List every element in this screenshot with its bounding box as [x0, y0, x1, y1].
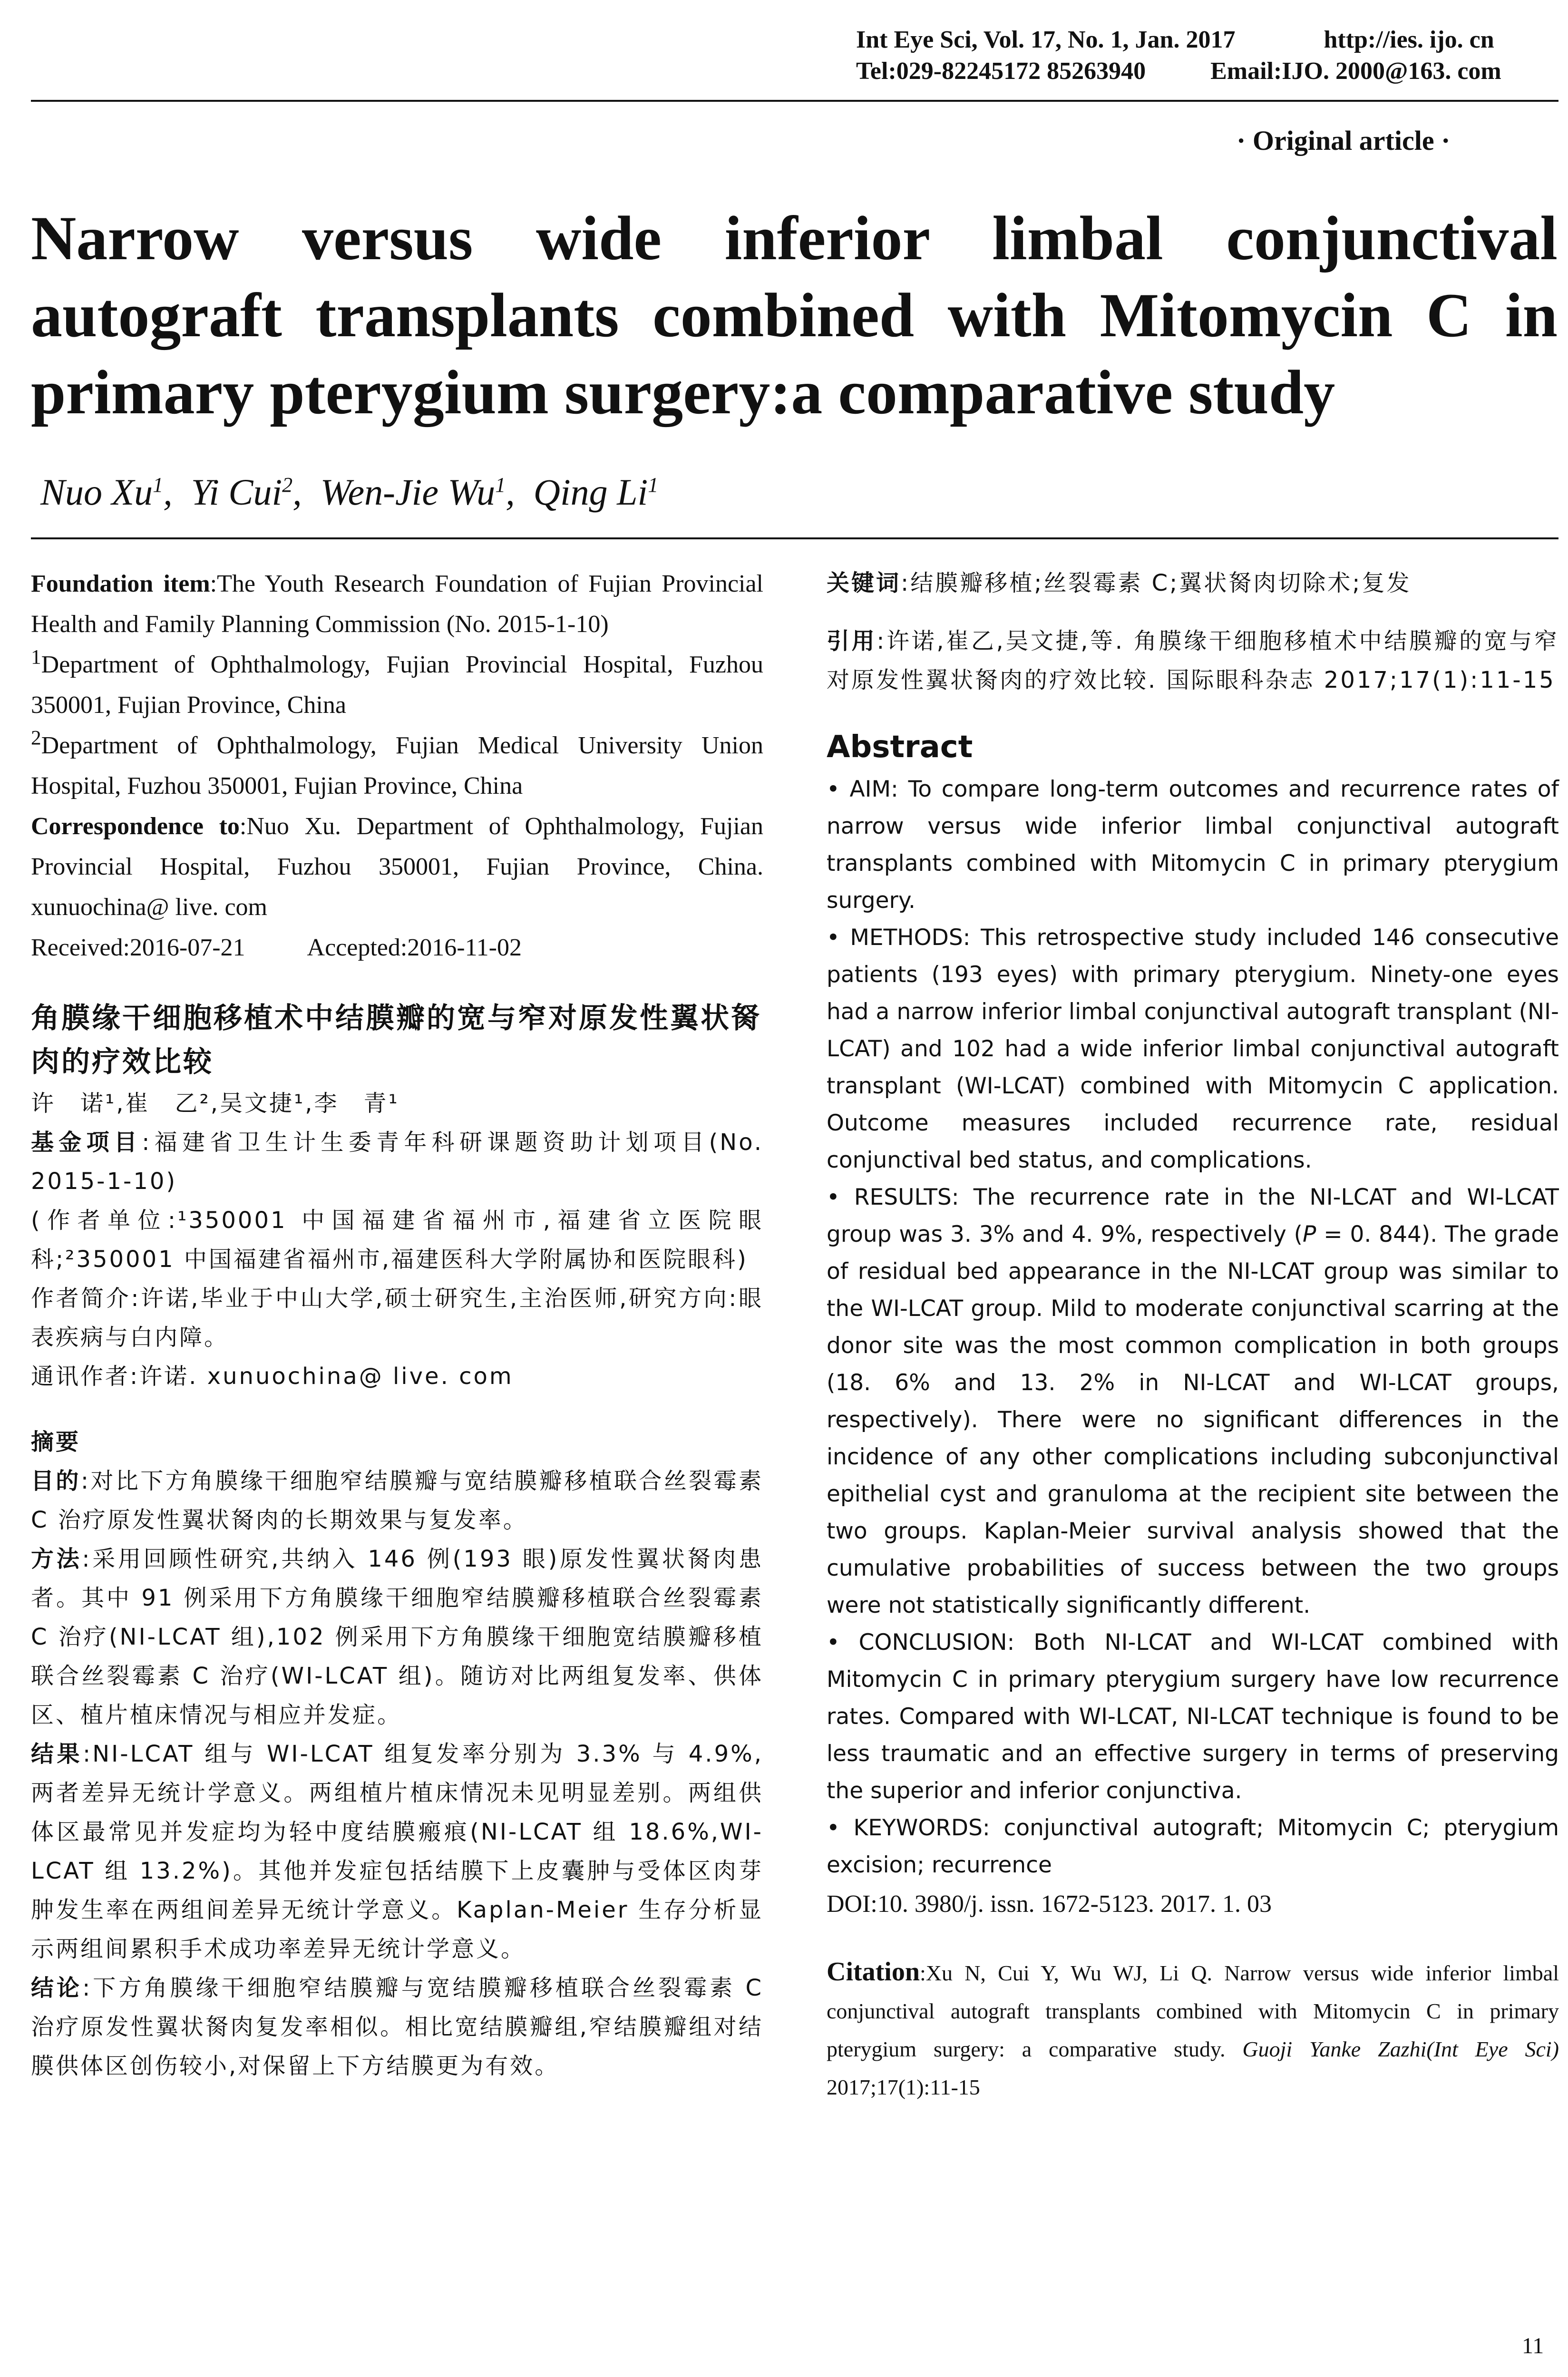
chinese-citation — [827, 622, 1559, 700]
chinese-aim — [31, 1461, 763, 1539]
author-name: Yi Cui — [191, 471, 282, 513]
chinese-foundation — [31, 1123, 763, 1201]
header-line-2 — [856, 57, 1501, 85]
title-line-1: Narrow versus wide inferior limbal conjunctival — [31, 203, 1558, 273]
author-affiliation: 1 — [153, 473, 164, 497]
chinese-citation-label: 引用 — [827, 628, 877, 654]
chinese-units: (作者单位:¹350001 中国福建省福州市,福建省立医院眼科;²350001 中国福建省福州市,福建医科大学附属协和医院眼科) — [31, 1207, 763, 1273]
author-list: Nuo Xu$^1$, Yi Cui$^2$, Wen-Jie Wu$^1$, Qing Li$^1$ — [40, 471, 659, 513]
abstract-aim: • AIM: To compare long-term outcomes and recurrence rates of narrow versus wide inferior limbal conjunctival autograft transplants combined with Mitomycin C in primary pterygium surgery. — [827, 776, 1559, 914]
affiliation-1 — [31, 644, 763, 725]
chinese-aim-label: 目的 — [31, 1468, 81, 1494]
doi: DOI:10. 3980/j. issn. 1672-5123. 2017. 1. 03 — [827, 1890, 1272, 1918]
p-value-symbol: P — [1303, 1221, 1316, 1247]
results-text-a: • RESULTS: The recurrence rate in the NI-LCAT and WI-LCAT group was 3. 3% and 4. 9%, respectively ( — [827, 1184, 1559, 1247]
abstract-keywords: • KEYWORDS: conjunctival autograft; Mitomycin C; pterygium excision; recurrence — [827, 1815, 1559, 1878]
author-name: Nuo Xu — [40, 471, 153, 513]
header-divider — [31, 100, 1558, 102]
chinese-bio: 作者简介:许诺,毕业于中山大学,硕士研究生,主治医师,研究方向:眼表疾病与白内障。 — [31, 1285, 763, 1351]
affiliation-2 — [31, 725, 763, 806]
journal-citation: Int Eye Sci, Vol. 17, No. 1, Jan. 2017 — [856, 26, 1236, 53]
chinese-foundation-label: 基金项目 — [31, 1129, 142, 1156]
correspondence-text: :Nuo Xu. Department of Ophthalmology, Fujian Provincial Hospital, Fuzhou 350001, Fujian Province, China. xunuochina@ live. com — [31, 813, 764, 921]
foundation-label: Foundation item — [31, 570, 210, 597]
affiliation-number: 1 — [31, 645, 41, 669]
title-line-3: primary pterygium surgery:a comparative study — [31, 357, 1335, 427]
accepted-date: Accepted:2016-11-02 — [307, 934, 522, 961]
chinese-keywords-text: :结膜瓣移植;丝裂霉素 C;翼状胬肉切除术;复发 — [901, 570, 1412, 596]
chinese-results — [31, 1734, 763, 1968]
chinese-conclusion-text: :下方角膜缘干细胞窄结膜瓣与宽结膜瓣移植联合丝裂霉素 C 治疗原发性翼状胬肉复发率相似。相比宽结膜瓣组,窄结膜瓣组对结膜供体区创伤较小,对保留上下方结膜更为有效。 — [31, 1975, 763, 2079]
chinese-methods-label: 方法 — [31, 1546, 82, 1572]
chinese-aim-text: :对比下方角膜缘干细胞窄结膜瓣与宽结膜瓣移植联合丝裂霉素 C 治疗原发性翼状胬肉的长期效果与复发率。 — [31, 1468, 763, 1533]
citation-journal: Guoji Yanke Zazhi(Int Eye Sci) — [1242, 2037, 1559, 2061]
chinese-results-text: :NI-LCAT 组与 WI-LCAT 组复发率分别为 3.3% 与 4.9%,两者差异无统计学意义。两组植片植床情况未见明显差别。两组供体区最常见并发症均为轻中度结膜瘢痕(NI-LCAT 组 18.6%,WI-LCAT 组 13.2%)。其他并发症包括结膜下上皮囊肿与受体区肉芽肿发生率在两组间差异无统计学意义。Kaplan-Meier 生存分析显示两组间累积手术成功率差异无统计学意义。 — [31, 1741, 763, 1962]
chinese-foundation-text: :福建省卫生计生委青年科研课题资助计划项目(No. 2015-1-10) — [31, 1129, 763, 1195]
author-name: Wen-Jie Wu — [320, 471, 496, 513]
chinese-keywords-label: 关键词 — [827, 570, 901, 596]
author-affiliation: 1 — [648, 473, 659, 497]
citation — [827, 1953, 1559, 2106]
chinese-conclusion-label: 结论 — [31, 1975, 83, 2001]
received-accepted — [31, 927, 763, 968]
page-number: 11 — [1522, 2333, 1544, 2358]
journal-email: Email:IJO. 2000@163. com — [1210, 58, 1501, 85]
citation-text-a: :Xu N, Cui Y, Wu WJ, Li Q. Narrow versus wide inferior limbal conjunctival autograft transplants combined with Mitomycin C in primary pterygium surgery: a comparative study. — [827, 1961, 1559, 2061]
journal-tel: Tel:029-82245172 85263940 — [856, 58, 1146, 85]
article-type-label: · Original article · — [1237, 125, 1451, 156]
chinese-conclusion — [31, 1968, 763, 2085]
chinese-methods — [31, 1539, 763, 1734]
affiliation-text: Department of Ophthalmology, Fujian Provincial Hospital, Fuzhou 350001, Fujian Province, China — [31, 651, 763, 719]
left-column — [31, 564, 763, 2085]
citation-text-b: 2017;17(1):11-15 — [827, 2075, 980, 2099]
correspondence — [31, 806, 763, 927]
foundation-text: :The Youth Research Foundation of Fujian Provincial Health and Family Planning Commission (No. 2015-1-10) — [31, 570, 763, 638]
chinese-citation-text: :许诺,崔乙,吴文捷,等. 角膜缘干细胞移植术中结膜瓣的宽与窄对原发性翼状胬肉的疗效比较. 国际眼科杂志 2017;17(1):11-15 — [827, 628, 1559, 693]
right-column — [827, 564, 1559, 2106]
author-name: Qing Li — [533, 471, 648, 513]
chinese-title: 角膜缘干细胞移植术中结膜瓣的宽与窄对原发性翼状胬肉的疗效比较 — [31, 1002, 761, 1079]
chinese-methods-text: :采用回顾性研究,共纳入 146 例(193 眼)原发性翼状胬肉患者。其中 91 例采用下方角膜缘干细胞窄结膜瓣移植联合丝裂霉素 C 治疗(NI-LCAT 组),102 例采用下方角膜缘干细胞宽结膜瓣移植联合丝裂霉素 C 治疗(WI-LCAT 组)。随访对比两组复发率、供体区、植片植床情况与相应并发症。 — [31, 1546, 763, 1728]
correspondence-label: Correspondence to — [31, 813, 240, 840]
received-date: Received:2016-07-21 — [31, 934, 245, 961]
abstract-results — [827, 1179, 1559, 1624]
abstract-methods: • METHODS: This retrospective study included 146 consecutive patients (193 eyes) with primary pterygium. Ninety-one eyes had a narrow inferior limbal conjunctival autograft transplant (NI-LCAT) and 102 had a wide inferior limbal conjunctival autograft transplant (WI-LCAT) combined with Mitomycin C application. Outcome measures included recurrence rate, residual conjunctival bed status, and complications. — [827, 925, 1559, 1173]
author-affiliation: 1 — [495, 473, 506, 497]
chinese-abstract-heading: 摘要 — [31, 1429, 81, 1455]
abstract-heading: Abstract — [827, 730, 973, 765]
title-line-2: autograft transplants combined with Mitomycin C in — [31, 280, 1558, 350]
body-divider — [31, 537, 1558, 539]
foundation-item — [31, 564, 763, 644]
affiliation-number: 2 — [31, 726, 41, 750]
abstract-conclusion: • CONCLUSION: Both NI-LCAT and WI-LCAT combined with Mitomycin C in primary pterygium surgery have low recurrence rates. Compared with WI-LCAT, NI-LCAT technique is found to be less traumatic and an effective surgery in terms of preserving the superior and inferior conjunctiva. — [827, 1629, 1559, 1804]
header-line-1 — [856, 26, 1494, 54]
chinese-correspondence: 通讯作者:许诺. xunuochina@ live. com — [31, 1363, 514, 1390]
affiliation-text: Department of Ophthalmology, Fujian Medical University Union Hospital, Fuzhou 350001, Fujian Province, China — [31, 732, 763, 799]
author-affiliation: 2 — [282, 473, 293, 497]
citation-label: Citation — [827, 1957, 920, 1987]
chinese-results-label: 结果 — [31, 1741, 83, 1767]
chinese-keywords — [827, 564, 1559, 603]
chinese-authors: 许 诺¹,崔 乙²,吴文捷¹,李 青¹ — [31, 1090, 399, 1117]
article-title — [31, 200, 1558, 431]
journal-url: http://ies. ijo. cn — [1324, 26, 1494, 53]
results-text-b: = 0. 844). The grade of residual bed appearance in the NI-LCAT group was similar to the WI-LCAT group. Mild to moderate conjunctival scarring at the donor site was the most common complication in both groups (18. 6% and 13. 2% in NI-LCAT and WI-LCAT groups, respectively). There were no significant differences in the incidence of any other complications including subconjunctival epithelial cyst and granuloma at the recipient site between the two groups. Kaplan-Meier survival analysis showed that the cumulative probabilities of success between the two groups were not statistically significantly different. — [827, 1221, 1559, 1618]
